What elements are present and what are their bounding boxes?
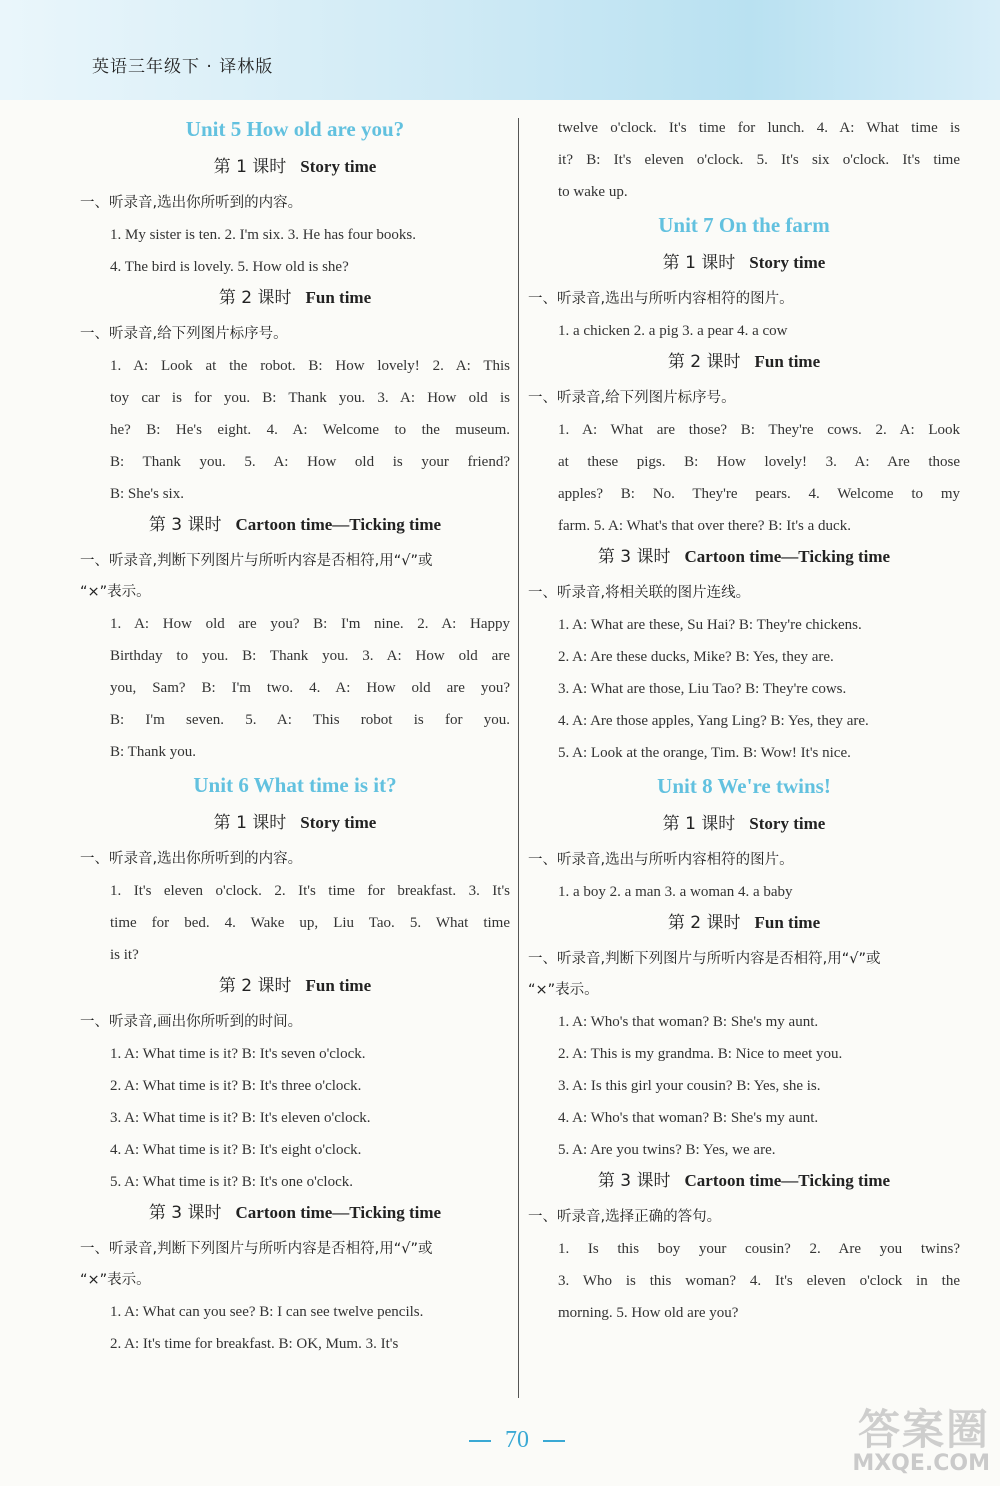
- answer-block: [80, 219, 510, 283]
- exercise-instruction: “×”表示。: [80, 1272, 151, 1288]
- page-number-text: 70: [505, 1427, 529, 1453]
- answer-line: B: Thank you.: [110, 744, 196, 760]
- lesson-name: Story time: [300, 157, 377, 176]
- lesson-number: 第 1 课时: [662, 814, 736, 834]
- watermark: [852, 1397, 990, 1476]
- exercise-instruction: 一、听录音,选择正确的答句。: [528, 1209, 722, 1225]
- answer-line: 4. A: Who's that woman? B: She's my aunt.: [558, 1110, 819, 1126]
- lesson-name: Fun time: [754, 913, 821, 932]
- answer-line: 1. A: What are those? B: They're cows. 2. A: Look: [558, 422, 960, 438]
- lesson-heading: [80, 1200, 510, 1226]
- answer-line: you, Sam? B: I'm two. 4. A: How old are you?: [110, 680, 510, 696]
- answer-block: [528, 112, 960, 208]
- lesson-name: Fun time: [305, 976, 372, 995]
- lesson-heading: [528, 910, 960, 936]
- answer-line: twelve o'clock. It's time for lunch. 4. A: What time is: [558, 120, 960, 136]
- answer-line: at these pigs. B: How lovely! 3. A: Are those: [558, 454, 960, 470]
- answer-line: he? B: He's eight. 4. A: Welcome to the museum.: [110, 422, 510, 438]
- lesson-number: 第 2 课时: [218, 288, 292, 308]
- answer-line: morning. 5. How old are you?: [558, 1305, 739, 1321]
- lesson-name: Story time: [300, 813, 377, 832]
- answer-block: [528, 414, 960, 542]
- lesson-number: 第 1 课时: [662, 253, 736, 273]
- answer-line: 5. A: What time is it? B: It's one o'clock.: [110, 1174, 354, 1190]
- unit-title: Unit 5 How old are you?: [185, 117, 405, 141]
- page-number-dash-right: [543, 1440, 565, 1442]
- answer-block: [528, 609, 960, 769]
- lesson-heading: [80, 512, 510, 538]
- answer-line: it? B: It's eleven o'clock. 5. It's six o'clock. It's time: [558, 152, 960, 168]
- exercise-instruction: “×”表示。: [528, 982, 599, 998]
- answer-line: 2. A: Are these ducks, Mike? B: Yes, they are.: [558, 649, 834, 665]
- exercise-instruction: 一、听录音,选出你所听到的内容。: [80, 851, 303, 867]
- answer-line: 1. A: Who's that woman? B: She's my aunt.: [558, 1014, 819, 1030]
- answer-line: 1. Is this boy your cousin? 2. Are you twins?: [558, 1241, 960, 1257]
- answer-line: 5. A: Look at the orange, Tim. B: Wow! It's nice.: [558, 745, 851, 761]
- exercise-instruction: 一、听录音,判断下列图片与所听内容是否相符,用“√”或: [80, 553, 433, 569]
- answer-line: toy car is for you. B: Thank you. 3. A: How old is: [110, 390, 510, 406]
- answer-line: 1. A: What can you see? B: I can see twelve pencils.: [110, 1304, 424, 1320]
- lesson-name: Cartoon time—Ticking time: [235, 515, 442, 534]
- lesson-name: Fun time: [754, 352, 821, 371]
- lesson-heading: [528, 1168, 960, 1194]
- answer-line: 1. a boy 2. a man 3. a woman 4. a baby: [558, 884, 793, 900]
- watermark-site: MXQE.COM: [852, 1451, 990, 1476]
- answer-line: Birthday to you. B: Thank you. 3. A: How old are: [110, 648, 510, 664]
- answer-line: B: She's six.: [110, 486, 184, 502]
- lesson-heading: [528, 811, 960, 837]
- answer-line: B: I'm seven. 5. A: This robot is for you.: [110, 712, 510, 728]
- answer-block: [528, 1233, 960, 1329]
- answer-line: 4. A: What time is it? B: It's eight o'clock.: [110, 1142, 362, 1158]
- lesson-number: 第 3 课时: [148, 515, 222, 535]
- lesson-number: 第 1 课时: [213, 813, 287, 833]
- right-column: [528, 112, 960, 1329]
- answer-line: 2. A: What time is it? B: It's three o'clock.: [110, 1078, 362, 1094]
- exercise-instruction: 一、听录音,给下列图片标序号。: [80, 326, 288, 342]
- unit-title: Unit 6 What time is it?: [193, 773, 397, 797]
- answer-line: 1. A: Look at the robot. B: How lovely! 2. A: This: [110, 358, 510, 374]
- lesson-number: 第 3 课时: [597, 547, 671, 567]
- answer-line: to wake up.: [558, 184, 628, 200]
- answer-line: 1. A: How old are you? B: I'm nine. 2. A: Happy: [110, 616, 510, 632]
- unit-title: Unit 8 We're twins!: [657, 774, 831, 798]
- lesson-heading: [80, 154, 510, 180]
- answer-line: 3. Who is this woman? 4. It's eleven o'clock in the: [558, 1273, 960, 1289]
- answer-block: [528, 1006, 960, 1166]
- answer-line: farm. 5. A: What's that over there? B: It's a duck.: [558, 518, 851, 534]
- answer-line: 5. A: Are you twins? B: Yes, we are.: [558, 1142, 776, 1158]
- column-divider: [518, 118, 519, 1398]
- lesson-number: 第 2 课时: [218, 976, 292, 996]
- answer-block: [80, 1038, 510, 1198]
- lesson-heading: [80, 973, 510, 999]
- header-band: [0, 0, 1000, 100]
- lesson-heading: [528, 544, 960, 570]
- exercise-instruction: 一、听录音,判断下列图片与所听内容是否相符,用“√”或: [80, 1241, 433, 1257]
- exercise-instruction: 一、听录音,选出与所听内容相符的图片。: [528, 852, 794, 868]
- lesson-heading: [528, 250, 960, 276]
- exercise-instruction: 一、听录音,将相关联的图片连线。: [528, 585, 751, 601]
- answer-line: 1. A: What are these, Su Hai? B: They're chickens.: [558, 617, 862, 633]
- exercise-instruction: 一、听录音,选出你所听到的内容。: [80, 195, 303, 211]
- answer-block: [80, 1296, 510, 1360]
- answer-block: [80, 875, 510, 971]
- answer-line: time for bed. 4. Wake up, Liu Tao. 5. What time: [110, 915, 510, 931]
- page-number-dash-left: [469, 1440, 491, 1442]
- lesson-number: 第 3 课时: [148, 1203, 222, 1223]
- answer-line: is it?: [110, 947, 139, 963]
- lesson-name: Story time: [749, 253, 826, 272]
- answer-line: 4. A: Are those apples, Yang Ling? B: Yes, they are.: [558, 713, 869, 729]
- answer-block: [80, 608, 510, 768]
- answer-block: [528, 876, 960, 908]
- answer-line: 3. A: Is this girl your cousin? B: Yes, she is.: [558, 1078, 821, 1094]
- answer-line: 2. A: This is my grandma. B: Nice to meet you.: [558, 1046, 843, 1062]
- answer-line: 1. A: What time is it? B: It's seven o'clock.: [110, 1046, 366, 1062]
- lesson-number: 第 2 课时: [667, 352, 741, 372]
- answer-line: B: Thank you. 5. A: How old is your friend?: [110, 454, 510, 470]
- answer-line: 1. It's eleven o'clock. 2. It's time for breakfast. 3. It's: [110, 883, 510, 899]
- exercise-instruction: 一、听录音,画出你所听到的时间。: [80, 1014, 303, 1030]
- exercise-instruction: 一、听录音,选出与所听内容相符的图片。: [528, 291, 794, 307]
- answer-line: apples? B: No. They're pears. 4. Welcome to my: [558, 486, 960, 502]
- unit-title: Unit 7 On the farm: [658, 213, 830, 237]
- left-column: [80, 112, 510, 1360]
- answer-line: 1. a chicken 2. a pig 3. a pear 4. a cow: [558, 323, 788, 339]
- lesson-name: Cartoon time—Ticking time: [235, 1203, 442, 1222]
- answer-block: [80, 350, 510, 510]
- answer-line: 3. A: What are those, Liu Tao? B: They're cows.: [558, 681, 847, 697]
- lesson-name: Cartoon time—Ticking time: [684, 1171, 891, 1190]
- exercise-instruction: 一、听录音,判断下列图片与所听内容是否相符,用“√”或: [528, 951, 881, 967]
- lesson-heading: [80, 810, 510, 836]
- book-title: 英语三年级下 · 译林版: [92, 57, 274, 77]
- lesson-name: Fun time: [305, 288, 372, 307]
- answer-line: 2. A: It's time for breakfast. B: OK, Mum. 3. It's: [110, 1336, 399, 1352]
- page-number: [455, 1427, 579, 1454]
- watermark-logo-text: 答案圈: [857, 1405, 990, 1454]
- lesson-number: 第 1 课时: [213, 157, 287, 177]
- exercise-instruction: “×”表示。: [80, 584, 151, 600]
- answer-line: 1. My sister is ten. 2. I'm six. 3. He has four books.: [110, 227, 417, 243]
- answer-line: 3. A: What time is it? B: It's eleven o'clock.: [110, 1110, 371, 1126]
- lesson-number: 第 3 课时: [597, 1171, 671, 1191]
- answer-block: [528, 315, 960, 347]
- exercise-instruction: 一、听录音,给下列图片标序号。: [528, 390, 736, 406]
- lesson-number: 第 2 课时: [667, 913, 741, 933]
- lesson-name: Story time: [749, 814, 826, 833]
- lesson-name: Cartoon time—Ticking time: [684, 547, 891, 566]
- lesson-heading: [528, 349, 960, 375]
- lesson-heading: [80, 285, 510, 311]
- answer-line: 4. The bird is lovely. 5. How old is she?: [110, 259, 349, 275]
